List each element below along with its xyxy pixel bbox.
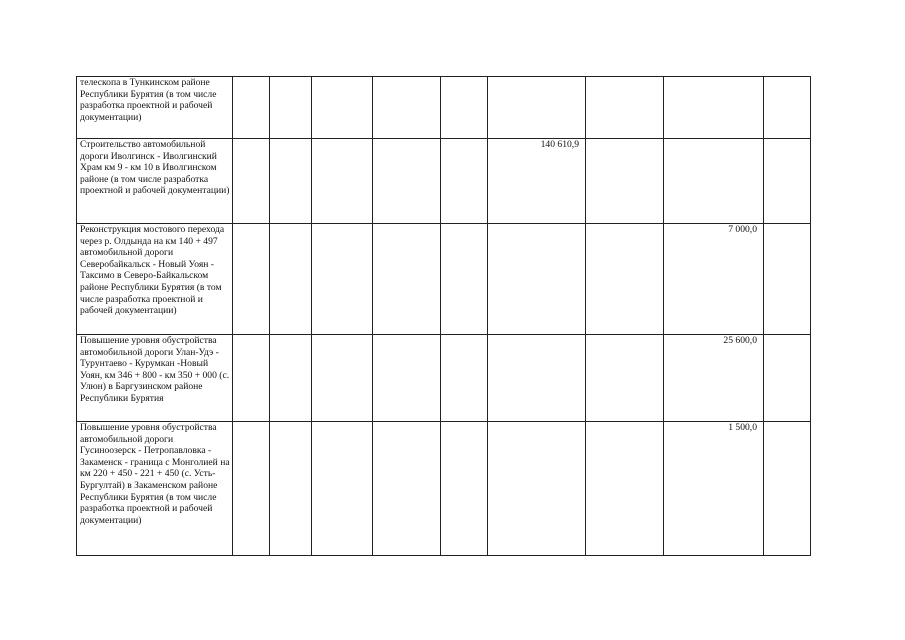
project-name-cell: Повышение уровня обустройства автомобильной дороги Улан-Удэ - Турунтаево - Курумкан -Новый Уоян, км 346 + 800 - км 350 + 000 (с. Улюн) в Баргузинском районе Республики Бурятия xyxy=(77,335,233,422)
amount-cell xyxy=(488,77,586,139)
amount-cell: 140 610,9 xyxy=(488,139,586,224)
table-row xyxy=(77,224,811,335)
amount-cell xyxy=(488,335,586,422)
amount-cell: 1 500,0 xyxy=(664,422,764,556)
project-name-cell: Строительство автомобильной дороги Иволгинск - Иволгинский Храм км 9 - км 10 в Иволгинском районе (в том числе разработка проектной и рабочей документации) xyxy=(77,139,233,224)
amount-cell xyxy=(664,77,764,139)
amount-cell xyxy=(488,224,586,335)
project-name-cell: Реконструкция мостового перехода через р. Олдында на км 140 + 497 автомобильной дороги Северобайкальск - Новый Уоян - Таксимо в Северо-Байкальском районе Республики Бурятия (в том числе разработка проектной и рабочей документации) xyxy=(77,224,233,335)
amount-cell xyxy=(488,422,586,556)
budget-table xyxy=(76,76,811,556)
project-name-cell: Повышение уровня обустройства автомобильной дороги Гусиноозерск - Петропавловка - Закаменск - граница с Монголией на км 220 + 450 - 221 + 450 (с. Усть-Бургултай) в Закаменском районе Республики Бурятия (в том числе разработка проектной и рабочей документации) xyxy=(77,422,233,556)
table-row xyxy=(77,77,811,139)
amount-cell xyxy=(664,139,764,224)
table-row xyxy=(77,422,811,556)
amount-cell: 7 000,0 xyxy=(664,224,764,335)
table-row xyxy=(77,335,811,422)
table-row xyxy=(77,139,811,224)
project-name-cell: телескопа в Тункинском районе Республики Бурятия (в том числе разработка проектной и рабочей документации) xyxy=(77,77,233,139)
amount-cell: 25 600,0 xyxy=(664,335,764,422)
